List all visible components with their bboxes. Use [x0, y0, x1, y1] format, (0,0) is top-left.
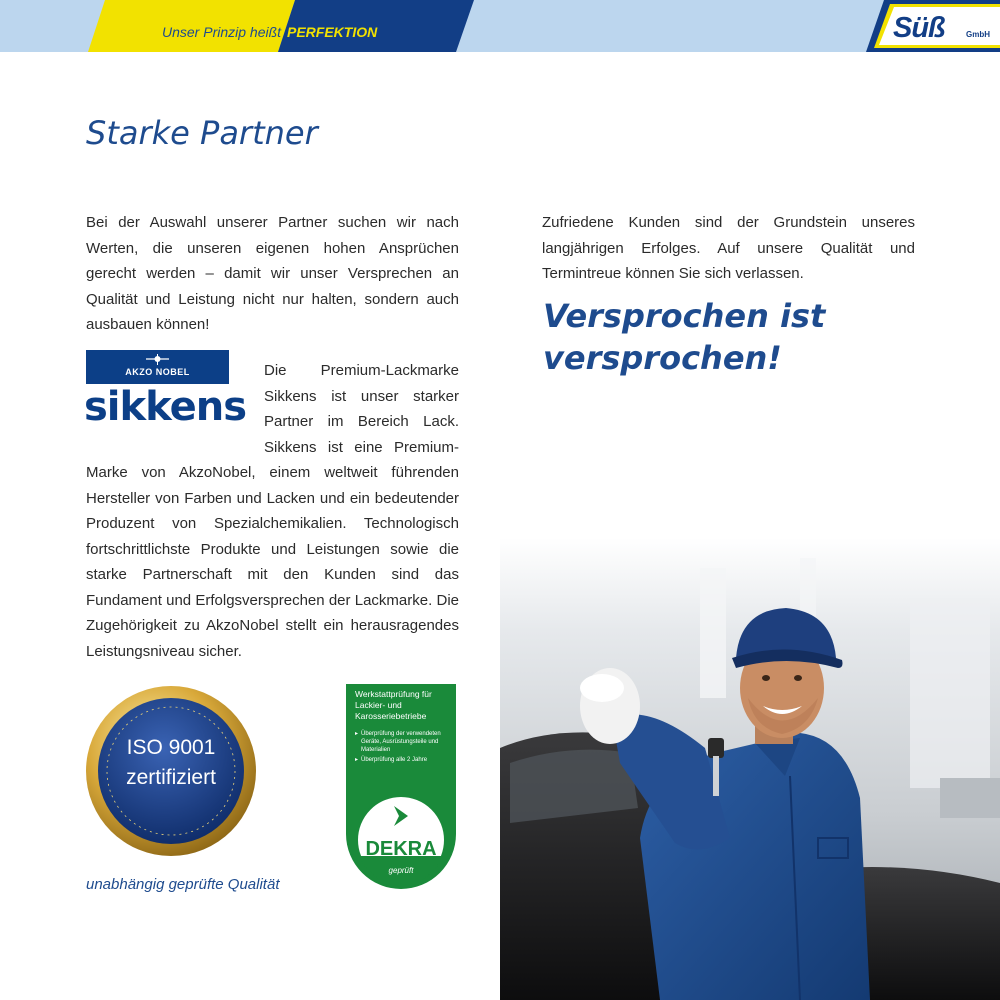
tagline: Versprochen ist versprochen!: [543, 297, 826, 377]
page-title: Starke Partner: [86, 114, 318, 152]
logo-spacer: [86, 358, 264, 436]
dekra-list-item: ▸ Überprüfung der verwendeten Geräte, Ausrüstungsteile und Materialien: [355, 730, 453, 754]
sikkens-logo: sikkens: [84, 384, 247, 430]
mechanic-photo: [500, 538, 1000, 1000]
dekra-heading: Werkstattprüfung für Lackier- und Karosseriebetriebe: [355, 689, 432, 721]
header-slogan-prefix: Unser Prinzip heißt: [162, 24, 282, 40]
header-stripes: [0, 0, 1000, 52]
intro-paragraph: Bei der Auswahl unserer Partner suchen wir nach Werten, die unseren eigenen hohen Ansprüchen gerecht werden – damit wir unser Versprechen an Qualität und Leistung nicht nur halten, sondern auch ausbauen können!: [86, 214, 459, 333]
iso-seal-line2: zertifiziert: [126, 766, 216, 789]
partner-paragraph: [86, 358, 459, 664]
partner-text: Die Premium-Lackmarke Sikkens ist unser starker Partner im Bereich Lack. Sikkens ist eine Premium-Marke von AkzoNobel, einem weltweit führenden Hersteller von Farben und Lacken und ein bedeutender Produzent von Spezialchemikalien. Technologisch fortschrittlichste Produkte und Leistungen sowie die starke Partnerschaft mit den Kunden sind das Fundament und Erfolgsversprechen der Lackmarke. Die Zugehörigkeit zu AkzoNobel stellt ein herausragendes Leistungsniveau sicher.: [86, 362, 459, 660]
company-logo-suffix: GmbH: [966, 30, 990, 39]
dekra-sub: geprüft: [388, 866, 414, 875]
dekra-list: [355, 730, 453, 766]
akzonobel-label: AKZO NOBEL: [125, 367, 190, 377]
dekra-brand: DEKRA: [365, 838, 437, 860]
iso-caption: unabhängig geprüfte Qualität: [86, 876, 280, 893]
dekra-list-item: ▸ Überprüfung alle 2 Jahre: [355, 756, 453, 764]
company-logo-name: Süß: [893, 12, 945, 44]
right-paragraph: Zufriedene Kunden sind der Grundstein unseres langjährigen Erfolges. Auf unsere Qualität und Termintreue können Sie sich verlassen.: [542, 214, 915, 282]
header-slogan-emphasis: PERFEKTION: [287, 24, 378, 40]
iso-seal-line1: ISO 9001: [126, 736, 216, 759]
